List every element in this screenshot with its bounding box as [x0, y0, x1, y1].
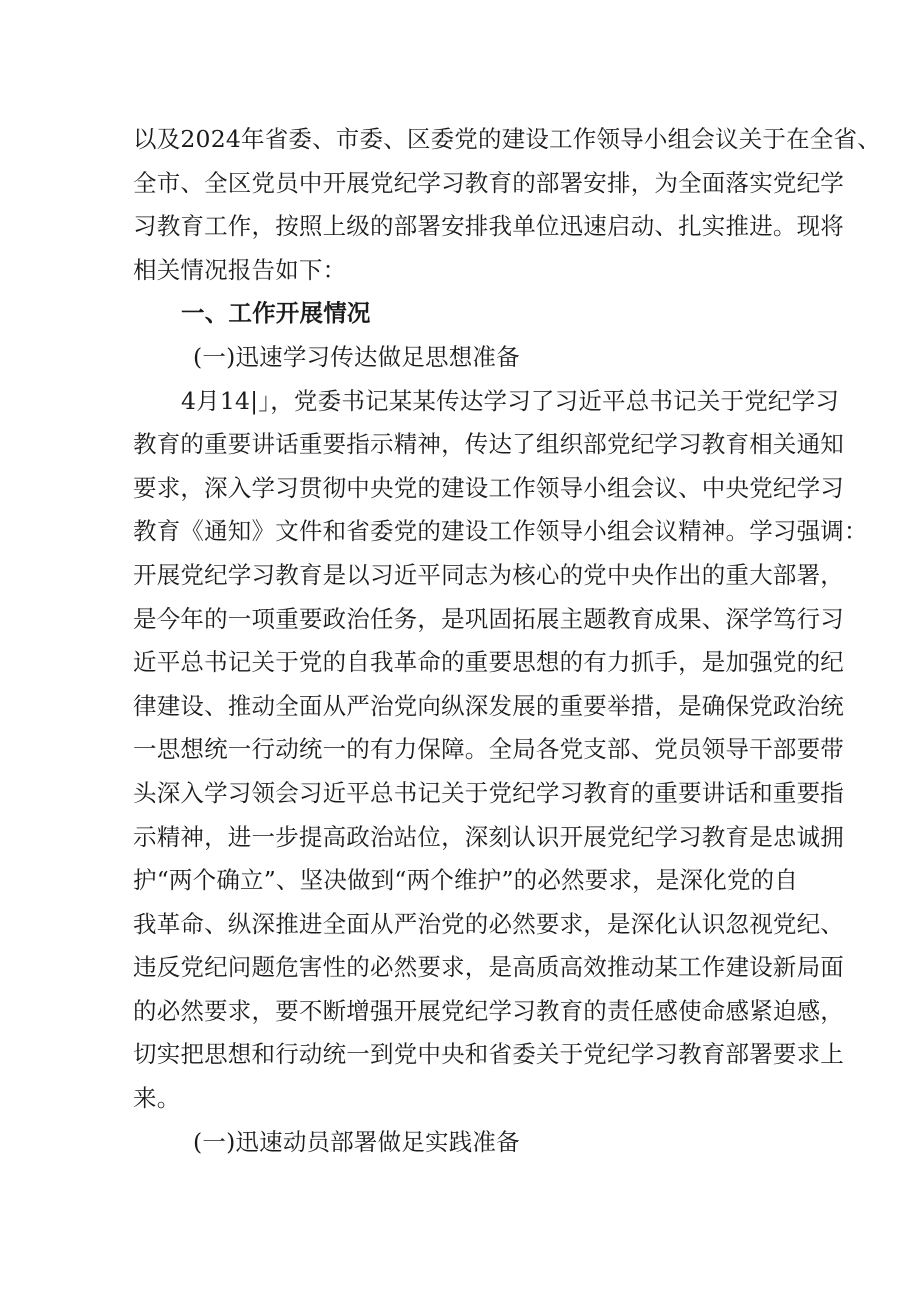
body-line: 要求，深入学习贯彻中央党的建设工作领导小组会议、中央党纪学习 — [133, 473, 844, 502]
intro-line: 全市、全区党员中开展党纪学习教育的部署安排，为全面落实党纪学 — [133, 168, 844, 197]
body-line: 护“两个确立”、坚决做到“两个维护”的必然要求，是深化党的自 — [133, 866, 799, 895]
subheading-practice-preparation: (一)迅速动员部署做足实践准备 — [193, 1127, 520, 1156]
body-line: 切实把思想和行动统一到党中央和省委关于党纪学习教育部署要求上 — [133, 1040, 844, 1069]
body-line: 是今年的一项重要政治任务，是巩固拓展主题教育成果、深学笃行习 — [133, 604, 844, 633]
body-line: 开展党纪学习教育是以习近平同志为核心的党中央作出的重大部署， — [133, 560, 844, 589]
document-body — [133, 118, 881, 1164]
intro-line: 相关情况报告如下： — [133, 255, 347, 284]
body-line: 示精神，进一步提高政治站位，深刻认识开展党纪学习教育是忠诚拥 — [133, 822, 844, 851]
intro-line: 以及2024年省委、市委、区委党的建设工作领导小组会议关于在全省、 — [133, 125, 881, 153]
body-line: 的必然要求，要不断增强开展党纪学习教育的责任感使命感紧迫感， — [133, 996, 844, 1025]
section-heading: 一、工作开展情况 — [181, 299, 371, 328]
body-line: 近平总书记关于党的自我革命的重要思想的有力抓手，是加强党的纪 — [133, 648, 844, 677]
body-line: 我革命、纵深推进全面从严治党的必然要求，是深化认识忽视党纪、 — [133, 909, 844, 938]
body-line: 头深入学习领会习近平总书记关于党纪学习教育的重要讲话和重要指 — [133, 778, 844, 807]
body-line: 违反党纪问题危害性的必然要求，是高质高效推动某工作建设新局面 — [133, 953, 844, 982]
body-line: 教育《通知》文件和省委党的建设工作领导小组会议精神。学习强调： — [133, 517, 868, 546]
subheading-thought-preparation: (一)迅速学习传达做足思想准备 — [193, 342, 520, 371]
body-line: 4月14|」，党委书记某某传达学习了习近平总书记关于党纪学习 — [181, 386, 840, 415]
body-line: 律建设、推动全面从严治党向纵深发展的重要举措，是确保党政治统 — [133, 691, 844, 720]
body-line: 一思想统一行动统一的有力保障。全局各党支部、党员领导干部要带 — [133, 735, 844, 764]
intro-line: 习教育工作，按照上级的部署安排我单位迅速启动、扎实推进。现将 — [133, 212, 844, 241]
body-line: 来。 — [133, 1084, 181, 1113]
body-line: 教育的重要讲话重要指示精神，传达了组织部党纪学习教育相关通知 — [133, 430, 844, 459]
